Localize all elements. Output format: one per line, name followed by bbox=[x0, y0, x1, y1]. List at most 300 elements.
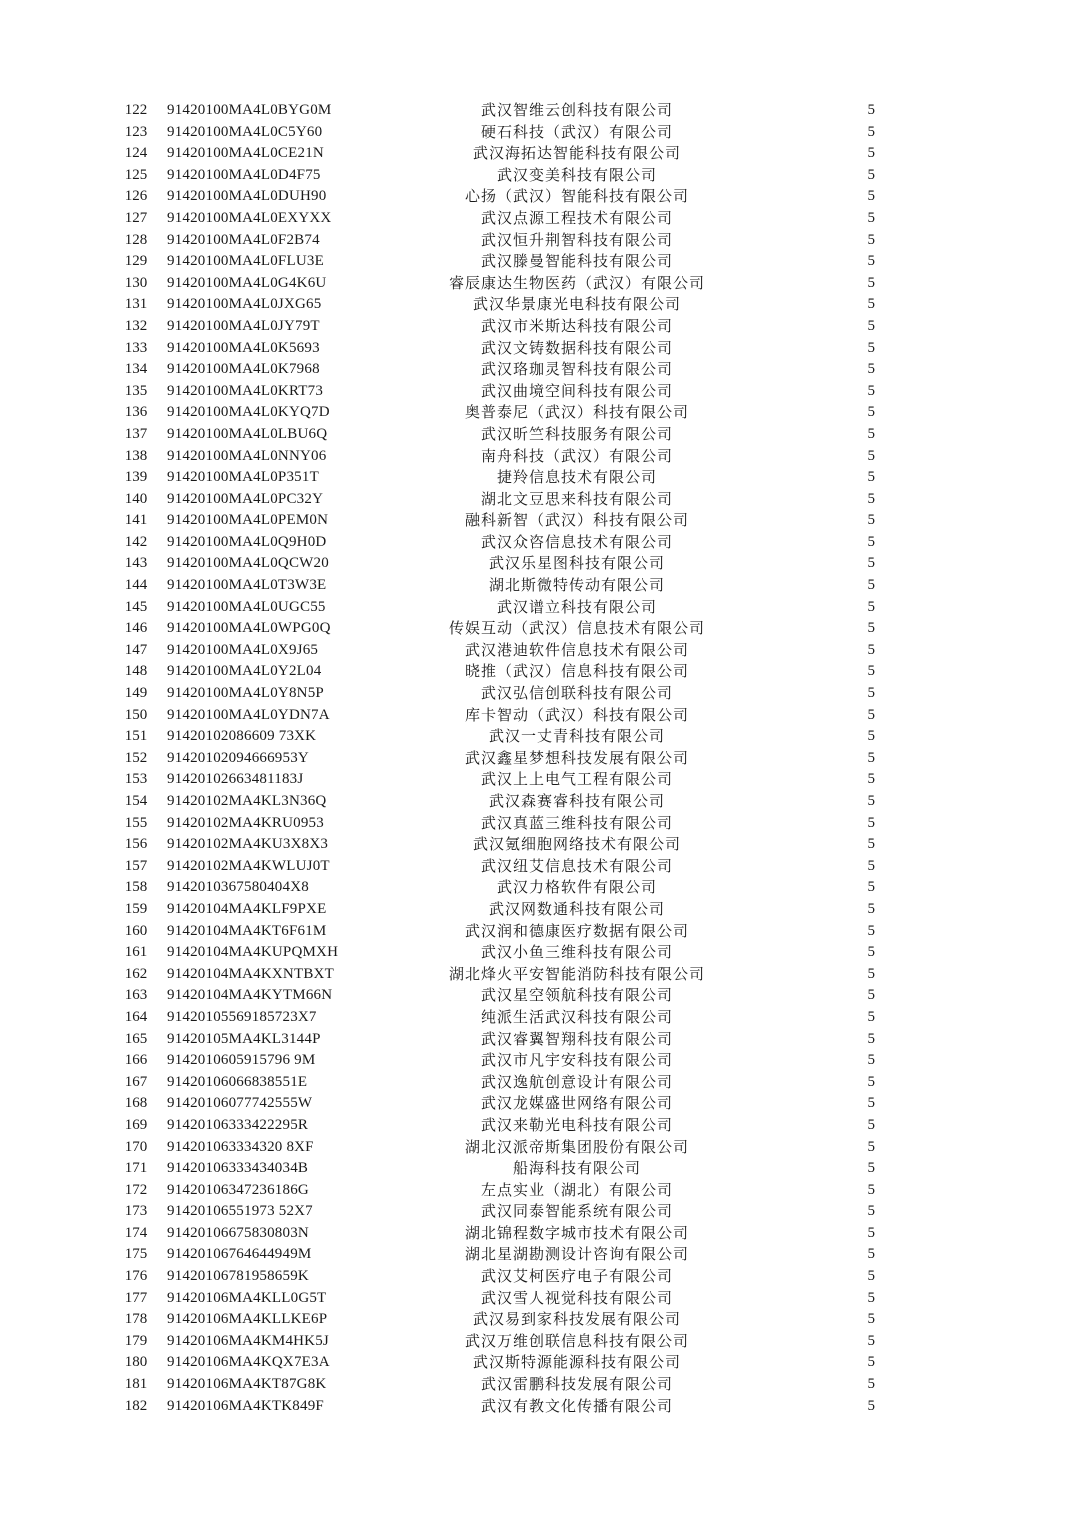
table-row bbox=[105, 1180, 875, 1202]
score-value: 5 bbox=[867, 1138, 875, 1155]
row-number: 181 bbox=[124, 1376, 148, 1393]
table-row bbox=[105, 1374, 875, 1396]
credit-code: 91420100MA4L0UGC55 bbox=[167, 598, 326, 615]
row-number: 171 bbox=[124, 1160, 148, 1177]
company-name: 武汉雷鹏科技发展有限公司 bbox=[480, 1375, 673, 1394]
company-name: 武汉滕曼智能科技有限公司 bbox=[480, 252, 673, 271]
credit-code: 91420106333434034B bbox=[167, 1160, 309, 1177]
credit-code: 91420100MA4L0YDN7A bbox=[167, 706, 330, 723]
company-name: 武汉纽艾信息技术有限公司 bbox=[480, 856, 673, 875]
score-value: 5 bbox=[867, 987, 875, 1004]
credit-code: 914201063334320 8XF bbox=[167, 1138, 314, 1155]
credit-code: 91420104MA4KYTM66N bbox=[167, 987, 333, 1004]
table-row bbox=[105, 1029, 875, 1051]
table-row bbox=[105, 1158, 875, 1180]
score-value: 5 bbox=[867, 1181, 875, 1198]
credit-code: 91420106675830803N bbox=[167, 1224, 309, 1241]
company-name: 武汉鑫星梦想科技发展有限公司 bbox=[464, 748, 689, 767]
row-number: 125 bbox=[124, 166, 148, 183]
score-value: 5 bbox=[867, 922, 875, 939]
row-number: 155 bbox=[124, 814, 148, 831]
company-name: 武汉昕竺科技服务有限公司 bbox=[480, 424, 673, 443]
table-row bbox=[105, 661, 875, 683]
table-row bbox=[105, 186, 875, 208]
table-row bbox=[105, 899, 875, 921]
table-row bbox=[105, 1309, 875, 1331]
credit-code: 91420102663481183J bbox=[167, 771, 304, 788]
company-name: 武汉斯特源能源科技有限公司 bbox=[472, 1353, 681, 1372]
score-value: 5 bbox=[867, 1397, 875, 1414]
row-number: 178 bbox=[124, 1311, 148, 1328]
table-row bbox=[105, 575, 875, 597]
row-number: 152 bbox=[124, 749, 148, 766]
table-row bbox=[105, 834, 875, 856]
score-value: 5 bbox=[867, 361, 875, 378]
table-row bbox=[105, 618, 875, 640]
score-value: 5 bbox=[867, 814, 875, 831]
table-row bbox=[105, 251, 875, 273]
credit-code: 91420100MA4L0K5693 bbox=[167, 339, 320, 356]
row-number: 165 bbox=[124, 1030, 148, 1047]
score-value: 5 bbox=[867, 317, 875, 334]
table-row bbox=[105, 942, 875, 964]
score-value: 5 bbox=[867, 209, 875, 226]
score-value: 5 bbox=[867, 771, 875, 788]
row-number: 150 bbox=[124, 706, 148, 723]
company-name: 湖北文豆思来科技有限公司 bbox=[480, 489, 673, 508]
credit-code: 91420104MA4KLF9PXE bbox=[167, 900, 327, 917]
table-row bbox=[105, 230, 875, 252]
table-row bbox=[105, 1352, 875, 1374]
score-value: 5 bbox=[867, 555, 875, 572]
row-number: 138 bbox=[124, 447, 148, 464]
score-value: 5 bbox=[867, 145, 875, 162]
table-row bbox=[105, 791, 875, 813]
row-number: 170 bbox=[124, 1138, 148, 1155]
company-name: 武汉龙媒盛世网络有限公司 bbox=[480, 1094, 673, 1113]
table-row bbox=[105, 1072, 875, 1094]
company-name: 传娱互动（武汉）信息技术有限公司 bbox=[448, 619, 705, 638]
credit-code: 91420106077742555W bbox=[167, 1095, 313, 1112]
table-row bbox=[105, 1223, 875, 1245]
row-number: 133 bbox=[124, 339, 148, 356]
score-value: 5 bbox=[867, 382, 875, 399]
company-name: 湖北斯微特传动有限公司 bbox=[488, 576, 665, 595]
table-row bbox=[105, 338, 875, 360]
company-name: 武汉万维创联信息科技有限公司 bbox=[464, 1331, 689, 1350]
row-number: 182 bbox=[124, 1397, 148, 1414]
score-value: 5 bbox=[867, 793, 875, 809]
company-name: 武汉睿翼智翔科技有限公司 bbox=[480, 1029, 673, 1048]
row-number: 164 bbox=[124, 1008, 148, 1025]
credit-code: 91420106MA4KTK849F bbox=[167, 1397, 324, 1414]
table-row bbox=[105, 100, 875, 122]
score-value: 5 bbox=[867, 447, 875, 464]
score-value: 5 bbox=[867, 598, 875, 615]
row-number: 144 bbox=[124, 577, 148, 594]
row-number: 163 bbox=[124, 987, 148, 1004]
credit-code: 91420106MA4KM4HK5J bbox=[167, 1332, 329, 1349]
company-name: 湖北锦程数字城市技术有限公司 bbox=[464, 1223, 689, 1242]
table-row bbox=[105, 273, 875, 295]
credit-code: 91420106764644949M bbox=[167, 1246, 312, 1263]
row-number: 175 bbox=[124, 1246, 148, 1263]
table-row bbox=[105, 769, 875, 791]
company-name: 武汉易到家科技发展有限公司 bbox=[472, 1310, 681, 1329]
row-number: 167 bbox=[124, 1073, 148, 1090]
score-value: 5 bbox=[867, 1376, 875, 1393]
credit-code: 91420105569185723X7 bbox=[167, 1008, 317, 1025]
score-value: 5 bbox=[867, 1224, 875, 1241]
table-row bbox=[105, 856, 875, 878]
row-number: 174 bbox=[124, 1224, 148, 1241]
row-number: 135 bbox=[124, 382, 148, 399]
credit-code: 91420100MA4L0K7968 bbox=[167, 361, 320, 378]
table-row bbox=[105, 510, 875, 532]
score-value: 5 bbox=[867, 188, 875, 205]
table-row bbox=[105, 877, 875, 899]
credit-code: 91420104MA4KT6F61M bbox=[167, 922, 327, 939]
credit-code: 91420100MA4L0KRT73 bbox=[167, 382, 324, 399]
credit-code: 91420100MA4L0Y2L04 bbox=[167, 663, 322, 680]
row-number: 153 bbox=[124, 771, 148, 788]
credit-code: 91420106333422295R bbox=[167, 1116, 309, 1133]
company-name: 武汉谱立科技有限公司 bbox=[496, 597, 657, 616]
score-value: 5 bbox=[867, 1116, 875, 1133]
score-value: 5 bbox=[867, 620, 875, 637]
credit-code: 91420105MA4KL3144P bbox=[167, 1030, 321, 1047]
score-value: 5 bbox=[867, 663, 875, 680]
score-value: 5 bbox=[867, 253, 875, 270]
company-name: 武汉变美科技有限公司 bbox=[496, 165, 657, 184]
credit-code: 91420102086609 73XK bbox=[167, 728, 317, 745]
table-row bbox=[105, 316, 875, 338]
table-row bbox=[105, 921, 875, 943]
score-value: 5 bbox=[867, 944, 875, 961]
company-name: 硬石科技（武汉）有限公司 bbox=[480, 122, 673, 141]
score-value: 5 bbox=[867, 641, 875, 658]
table-row bbox=[105, 1137, 875, 1159]
score-value: 5 bbox=[867, 425, 875, 442]
score-value: 5 bbox=[867, 1160, 875, 1177]
credit-code: 91420100MA4L0QCW20 bbox=[167, 555, 329, 572]
table-row bbox=[105, 597, 875, 619]
company-name: 武汉珞珈灵智科技有限公司 bbox=[480, 360, 673, 379]
row-number: 137 bbox=[124, 425, 148, 442]
score-value: 5 bbox=[867, 1289, 875, 1306]
company-name: 武汉一丈青科技有限公司 bbox=[488, 727, 665, 746]
company-name: 武汉港迪软件信息技术有限公司 bbox=[464, 640, 689, 659]
score-value: 5 bbox=[867, 1052, 875, 1069]
table-row bbox=[105, 1244, 875, 1266]
credit-code: 91420100MA4L0EXYXX bbox=[167, 209, 332, 226]
company-name: 心扬（武汉）智能科技有限公司 bbox=[464, 187, 689, 206]
credit-code: 91420100MA4L0DUH90 bbox=[167, 188, 327, 205]
table-row bbox=[105, 705, 875, 727]
row-number: 142 bbox=[124, 533, 148, 550]
score-value: 5 bbox=[867, 1268, 875, 1285]
company-name: 武汉艾柯医疗电子有限公司 bbox=[480, 1267, 673, 1286]
score-value: 5 bbox=[867, 1332, 875, 1349]
row-number: 127 bbox=[124, 209, 148, 226]
row-number: 129 bbox=[124, 253, 148, 270]
credit-code: 91420100MA4L0PEM0N bbox=[167, 512, 329, 529]
row-number: 156 bbox=[124, 836, 148, 853]
credit-code: 91420106781958659K bbox=[167, 1268, 309, 1285]
company-name: 武汉逸航创意设计有限公司 bbox=[480, 1072, 673, 1091]
table-row bbox=[105, 1266, 875, 1288]
company-name: 奥普泰尼（武汉）科技有限公司 bbox=[464, 403, 689, 422]
company-name: 武汉力格软件有限公司 bbox=[496, 878, 657, 897]
score-value: 5 bbox=[867, 577, 875, 594]
table-row bbox=[105, 1201, 875, 1223]
table-row bbox=[105, 143, 875, 165]
company-name: 睿辰康达生物医药（武汉）有限公司 bbox=[448, 273, 705, 292]
table-row bbox=[105, 402, 875, 424]
credit-code: 91420102MA4KWLUJ0T bbox=[167, 857, 330, 874]
row-number: 179 bbox=[124, 1332, 148, 1349]
score-value: 5 bbox=[867, 728, 875, 745]
row-number: 130 bbox=[124, 274, 148, 291]
company-name: 武汉恒升荆智科技有限公司 bbox=[480, 230, 673, 249]
company-list-body bbox=[105, 100, 875, 1417]
score-value: 5 bbox=[867, 1095, 875, 1112]
credit-code: 91420106347236186G bbox=[167, 1181, 309, 1198]
table-row bbox=[105, 294, 875, 316]
table-row bbox=[105, 122, 875, 144]
credit-code: 91420102MA4KRU0953 bbox=[167, 814, 324, 831]
company-name: 武汉点源工程技术有限公司 bbox=[480, 208, 673, 227]
row-number: 141 bbox=[124, 512, 148, 529]
score-value: 5 bbox=[867, 469, 875, 486]
credit-code: 91420100MA4L0D4F75 bbox=[167, 166, 321, 183]
credit-code: 91420104MA4KUPQMXH bbox=[167, 944, 339, 961]
row-number: 139 bbox=[124, 469, 148, 486]
credit-code: 91420106551973 52X7 bbox=[167, 1203, 313, 1220]
credit-code: 9142010605915796 9M bbox=[167, 1052, 316, 1069]
row-number: 173 bbox=[124, 1203, 148, 1220]
table-row bbox=[105, 424, 875, 446]
table-row bbox=[105, 964, 875, 986]
company-name: 晓推（武汉）信息科技有限公司 bbox=[464, 662, 689, 681]
company-name: 武汉上上电气工程有限公司 bbox=[480, 770, 673, 789]
table-row bbox=[105, 813, 875, 835]
company-name: 南舟科技（武汉）有限公司 bbox=[480, 446, 673, 465]
credit-code: 91420100MA4L0CE21N bbox=[167, 145, 324, 162]
row-number: 123 bbox=[124, 123, 148, 140]
table-row bbox=[105, 467, 875, 489]
company-name: 武汉来勒光电科技有限公司 bbox=[480, 1115, 673, 1134]
score-value: 5 bbox=[867, 879, 875, 896]
row-number: 151 bbox=[124, 728, 148, 745]
company-name: 武汉有教文化传播有限公司 bbox=[480, 1396, 673, 1415]
score-value: 5 bbox=[867, 512, 875, 529]
row-number: 124 bbox=[124, 145, 148, 162]
company-name: 纯派生活武汉科技有限公司 bbox=[480, 1007, 673, 1026]
company-name: 左点实业（湖北）有限公司 bbox=[480, 1180, 673, 1199]
row-number: 162 bbox=[124, 965, 148, 982]
table-row bbox=[105, 446, 875, 468]
row-number: 154 bbox=[124, 793, 148, 809]
table-row bbox=[105, 1331, 875, 1353]
table-row bbox=[105, 1093, 875, 1115]
credit-code: 91420100MA4L0JY79T bbox=[167, 317, 320, 334]
row-number: 169 bbox=[124, 1116, 148, 1133]
company-name: 武汉同泰智能系统有限公司 bbox=[480, 1202, 673, 1221]
company-name: 捷羚信息技术有限公司 bbox=[496, 468, 657, 487]
table-row bbox=[105, 726, 875, 748]
table-row bbox=[105, 489, 875, 511]
company-name: 武汉曲境空间科技有限公司 bbox=[480, 381, 673, 400]
row-number: 147 bbox=[124, 641, 148, 658]
score-value: 5 bbox=[867, 123, 875, 140]
table-row bbox=[105, 532, 875, 554]
row-number: 148 bbox=[124, 663, 148, 680]
row-number: 166 bbox=[124, 1052, 148, 1069]
credit-code: 91420102MA4KL3N36Q bbox=[167, 793, 327, 809]
company-name: 武汉华景康光电科技有限公司 bbox=[472, 295, 681, 314]
credit-code: 91420106MA4KT87G8K bbox=[167, 1376, 327, 1393]
table-row bbox=[105, 381, 875, 403]
company-name: 武汉森赛睿科技有限公司 bbox=[488, 792, 665, 810]
company-name: 武汉众咨信息技术有限公司 bbox=[480, 532, 673, 551]
company-name: 船海科技有限公司 bbox=[512, 1159, 641, 1178]
row-number: 158 bbox=[124, 879, 148, 896]
credit-code: 91420100MA4L0JXG65 bbox=[167, 296, 322, 313]
credit-code: 91420100MA4L0F2B74 bbox=[167, 231, 320, 248]
score-value: 5 bbox=[867, 706, 875, 723]
credit-code: 91420100MA4L0NNY06 bbox=[167, 447, 327, 464]
row-number: 177 bbox=[124, 1289, 148, 1306]
company-name: 武汉真蓝三维科技有限公司 bbox=[480, 813, 673, 832]
score-value: 5 bbox=[867, 296, 875, 313]
score-value: 5 bbox=[867, 1311, 875, 1328]
company-name: 武汉网数通科技有限公司 bbox=[488, 899, 665, 918]
credit-code: 91420102MA4KU3X8X3 bbox=[167, 836, 329, 853]
score-value: 5 bbox=[867, 1203, 875, 1220]
score-value: 5 bbox=[867, 1030, 875, 1047]
table-row bbox=[105, 165, 875, 187]
credit-code: 91420100MA4L0WPG0Q bbox=[167, 620, 331, 637]
row-number: 143 bbox=[124, 555, 148, 572]
company-name: 武汉润和德康医疗数据有限公司 bbox=[464, 921, 689, 940]
row-number: 136 bbox=[124, 404, 148, 421]
score-value: 5 bbox=[867, 102, 875, 118]
credit-code: 91420100MA4L0LBU6Q bbox=[167, 425, 328, 442]
score-value: 5 bbox=[867, 1008, 875, 1025]
row-number: 159 bbox=[124, 900, 148, 917]
credit-code: 91420106MA4KQX7E3A bbox=[167, 1354, 330, 1371]
credit-code: 91420102094666953Y bbox=[167, 749, 309, 766]
credit-code: 91420100MA4L0X9J65 bbox=[167, 641, 319, 658]
company-name: 武汉星空领航科技有限公司 bbox=[480, 986, 673, 1005]
table-row bbox=[105, 1050, 875, 1072]
table-row bbox=[105, 1007, 875, 1029]
company-name: 武汉市凡宇安科技有限公司 bbox=[480, 1051, 673, 1070]
score-value: 5 bbox=[867, 836, 875, 853]
score-value: 5 bbox=[867, 533, 875, 550]
company-name: 武汉雪人视觉科技有限公司 bbox=[480, 1288, 673, 1307]
score-value: 5 bbox=[867, 1073, 875, 1090]
row-number: 180 bbox=[124, 1354, 148, 1371]
row-number: 122 bbox=[124, 102, 148, 118]
credit-code: 91420100MA4L0T3W3E bbox=[167, 577, 327, 594]
company-name: 湖北星湖勘测设计咨询有限公司 bbox=[464, 1245, 689, 1264]
row-number: 176 bbox=[124, 1268, 148, 1285]
company-name: 武汉文铸数据科技有限公司 bbox=[480, 338, 673, 357]
company-name: 库卡智动（武汉）科技有限公司 bbox=[464, 705, 689, 724]
credit-code: 91420106066838551E bbox=[167, 1073, 308, 1090]
credit-code: 91420106MA4KLLKE6P bbox=[167, 1311, 328, 1328]
credit-code: 91420106MA4KLL0G5T bbox=[167, 1289, 327, 1306]
credit-code: 91420100MA4L0Y8N5P bbox=[167, 685, 324, 702]
row-number: 172 bbox=[124, 1181, 148, 1198]
row-number: 146 bbox=[124, 620, 148, 637]
credit-code: 91420100MA4L0Q9H0D bbox=[167, 533, 327, 550]
table-row bbox=[105, 553, 875, 575]
table-row bbox=[105, 748, 875, 770]
credit-code: 91420100MA4L0KYQ7D bbox=[167, 404, 330, 421]
row-number: 140 bbox=[124, 490, 148, 507]
company-name: 武汉弘信创联科技有限公司 bbox=[480, 684, 673, 703]
score-value: 5 bbox=[867, 749, 875, 766]
row-number: 168 bbox=[124, 1095, 148, 1112]
credit-code: 91420100MA4L0G4K6U bbox=[167, 274, 327, 291]
company-name: 湖北烽火平安智能消防科技有限公司 bbox=[448, 964, 705, 983]
credit-code: 91420100MA4L0BYG0M bbox=[167, 102, 332, 118]
row-number: 128 bbox=[124, 231, 148, 248]
credit-code: 91420100MA4L0PC32Y bbox=[167, 490, 324, 507]
score-value: 5 bbox=[867, 166, 875, 183]
company-name: 武汉智维云创科技有限公司 bbox=[480, 101, 673, 119]
score-value: 5 bbox=[867, 857, 875, 874]
company-name: 武汉小鱼三维科技有限公司 bbox=[480, 943, 673, 962]
company-name: 武汉乐星图科技有限公司 bbox=[488, 554, 665, 573]
credit-code: 91420104MA4KXNTBXT bbox=[167, 965, 334, 982]
score-value: 5 bbox=[867, 1246, 875, 1263]
row-number: 132 bbox=[124, 317, 148, 334]
table-row bbox=[105, 1288, 875, 1310]
company-name: 融科新智（武汉）科技有限公司 bbox=[464, 511, 689, 530]
credit-code: 91420100MA4L0FLU3E bbox=[167, 253, 324, 270]
row-number: 134 bbox=[124, 361, 148, 378]
table-row bbox=[105, 1115, 875, 1137]
row-number: 157 bbox=[124, 857, 148, 874]
company-name: 武汉氪细胞网络技术有限公司 bbox=[472, 835, 681, 854]
row-number: 145 bbox=[124, 598, 148, 615]
credit-code: 9142010367580404X8 bbox=[167, 879, 309, 896]
score-value: 5 bbox=[867, 1354, 875, 1371]
row-number: 149 bbox=[124, 685, 148, 702]
company-name: 湖北汉派帝斯集团股份有限公司 bbox=[464, 1137, 689, 1156]
row-number: 131 bbox=[124, 296, 148, 313]
score-value: 5 bbox=[867, 965, 875, 982]
table-row bbox=[105, 640, 875, 662]
score-value: 5 bbox=[867, 404, 875, 421]
table-row bbox=[105, 683, 875, 705]
credit-code: 91420100MA4L0C5Y60 bbox=[167, 123, 323, 140]
row-number: 160 bbox=[124, 922, 148, 939]
row-number: 126 bbox=[124, 188, 148, 205]
company-name: 武汉海拓达智能科技有限公司 bbox=[472, 144, 681, 163]
score-value: 5 bbox=[867, 231, 875, 248]
score-value: 5 bbox=[867, 339, 875, 356]
table-row bbox=[105, 985, 875, 1007]
table-row bbox=[105, 1396, 875, 1418]
score-value: 5 bbox=[867, 685, 875, 702]
company-name: 武汉市米斯达科技有限公司 bbox=[480, 316, 673, 335]
table-row bbox=[105, 208, 875, 230]
